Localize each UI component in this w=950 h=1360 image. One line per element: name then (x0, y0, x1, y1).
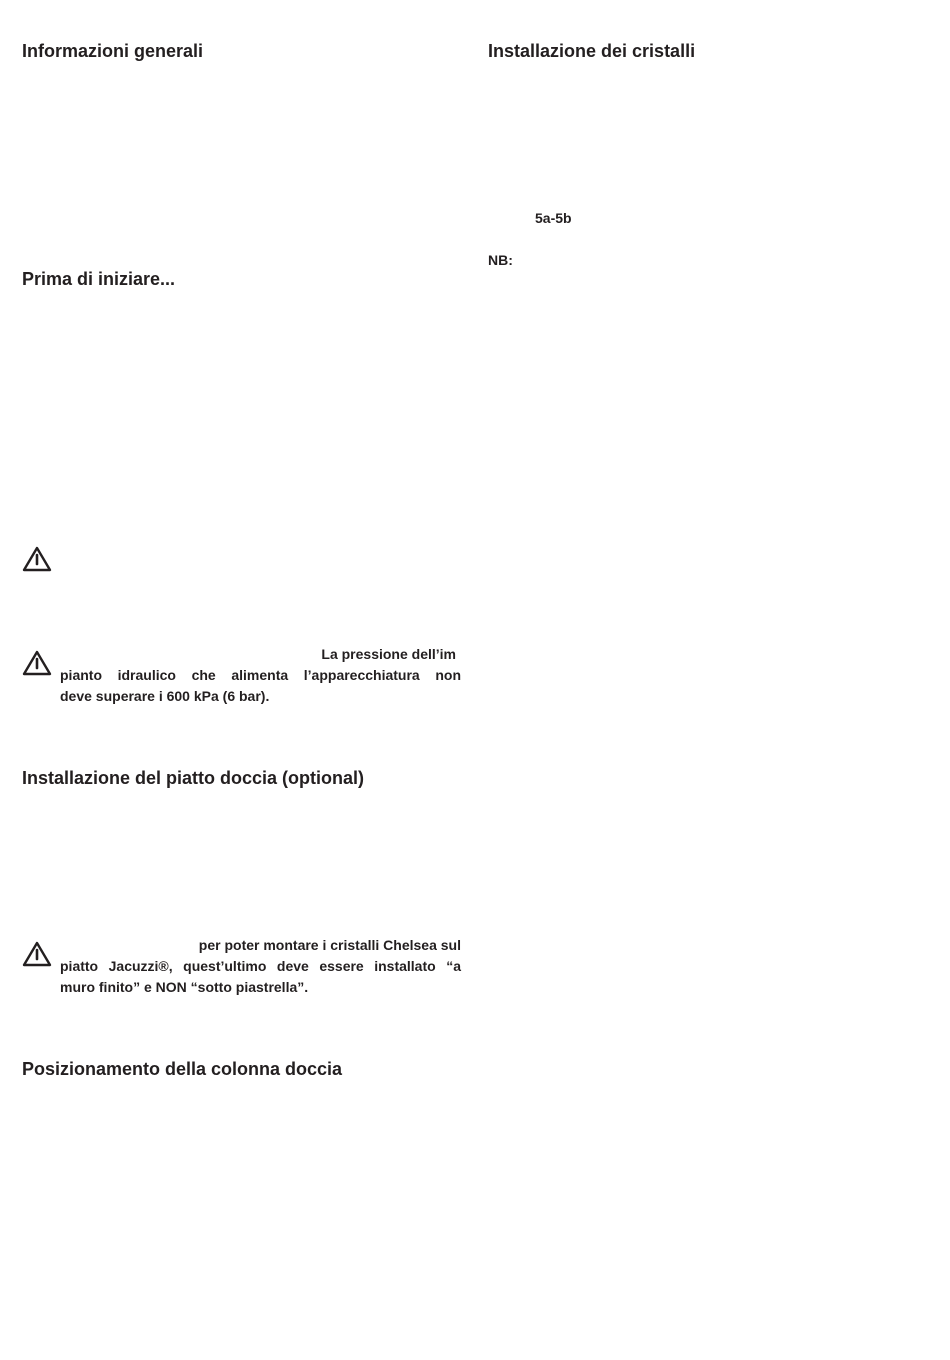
warning-pressure-line-2: pianto idraulico che alimenta l’apparecchiatura non (60, 667, 461, 683)
heading-installazione-piatto-doccia: Installazione del piatto doccia (optional) (22, 768, 365, 788)
warning-pressure-line-3: deve superare i 600 kPa (6 bar). (60, 688, 270, 704)
heading-posizionamento-colonna-doccia: Posizionamento della colonna doccia (22, 1059, 343, 1079)
warning-tray-text (60, 935, 461, 998)
warning-tray-line-1: per poter montare i cristalli Chelsea sul (198, 937, 461, 953)
warning-tray-line-3: muro finito” e NON “sotto piastrella”. (60, 979, 309, 995)
heading-informazioni-generali: Informazioni generali (22, 41, 204, 61)
warning-pressure-text (60, 644, 461, 707)
warning-triangle-icon (22, 650, 52, 676)
warning-triangle-icon (22, 941, 52, 967)
warning-tray-line-2: piatto Jacuzzi®, quest’ultimo deve essere installato “a (60, 958, 461, 974)
note-label: NB: (488, 252, 513, 268)
heading-prima-di-iniziare: Prima di iniziare... (22, 269, 176, 289)
figure-reference: 5a-5b (535, 210, 572, 226)
heading-installazione-cristalli: Installazione dei cristalli (488, 41, 696, 61)
warning-triangle-icon (22, 546, 52, 572)
warning-pressure-line-1: La pressione dell’im (321, 646, 456, 662)
